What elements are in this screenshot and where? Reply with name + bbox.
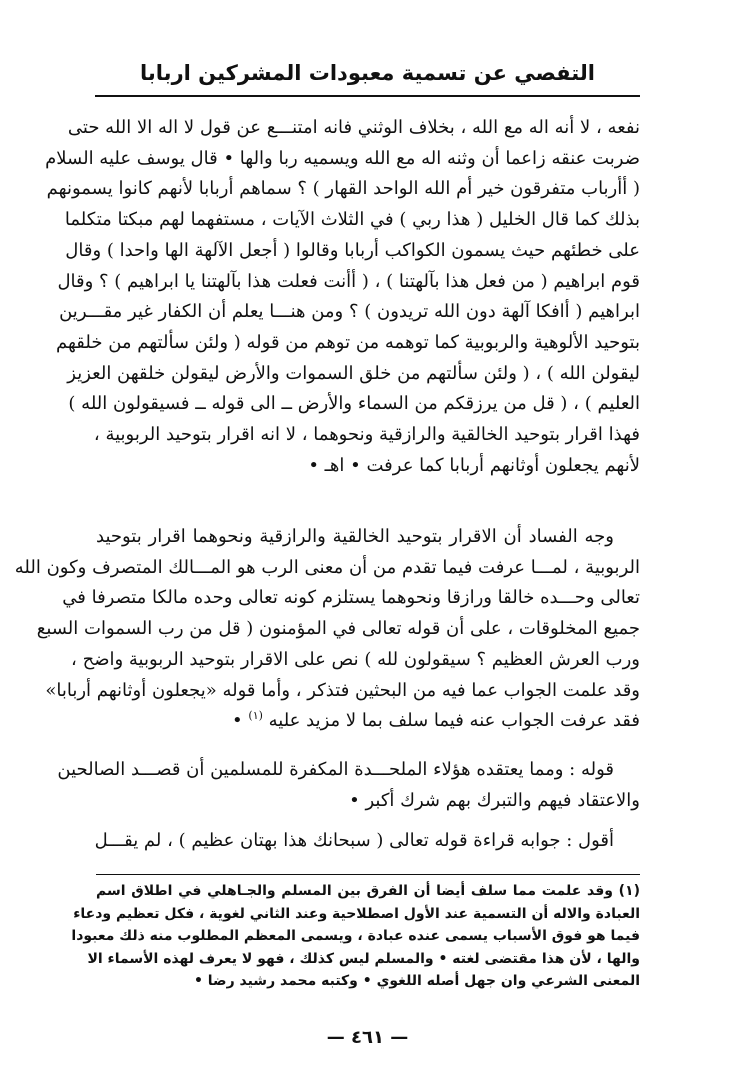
footnote-reference[interactable]: (١) <box>248 709 263 723</box>
paragraph-3 <box>57 755 640 816</box>
header-rule <box>95 95 640 97</box>
text-line: ضربت عنقه زاعما أن وثنه اله مع الله ويسميه ربا والها • قال يوسف عليه السلام <box>45 147 640 169</box>
text-line: ورب العرش العظيم ؟ سيقولون لله ) نص على الاقرار بتوحيد الربوبية واضح ، <box>71 648 640 670</box>
text-line: قوله : ومما يعتقده هؤلاء الملحـــدة المكفرة للمسلمين أن قصـــد الصالحين <box>57 759 614 780</box>
text-line-content: فقد عرفت الجواب عنه فيما سلف بما لا مزيد عليه <box>268 710 640 732</box>
text-line: وقد علمت الجواب عما فيه من البحثين فتذكر ، وأما قوله «يجعلون أوثانهم أربابا» <box>45 679 640 701</box>
text-line: ( أأرباب متفرقون خير أم الله الواحد القهار ) ؟ سماهم أربابا لأنهم كانوا يسمونهم <box>46 178 640 200</box>
text-line: لأنهم يجعلون أوثانهم أربابا كما عرفت • اهـ • <box>308 454 640 476</box>
text-line: نفعه ، لا أنه اله مع الله ، بخلاف الوثني فانه امتنـــع عن قول لا اله الا الله حتى <box>67 117 640 138</box>
text-line: وجه الفساد أن الاقرار بتوحيد الخالقية والرازقية ونحوهما اقرار بتوحيد <box>96 526 614 547</box>
paragraph-1 <box>45 113 640 481</box>
footnote-line: (١) وقد علمت مما سلف أيضا أن الفرق بين المسلم والجـاهلي في اطلاق اسم <box>96 883 640 899</box>
text-line: والاعتقاد فيهم والتبرك بهم شرك أكبر • <box>349 789 640 811</box>
paragraph-2 <box>14 522 640 737</box>
text-line: بتوحيد الألوهية والربوبية كما توهمه من توهم من قوله ( ولئن سألتهم من خلقهم <box>56 331 640 353</box>
running-header: التفصي عن تسمية معبودات المشركين اربابا <box>140 61 595 85</box>
paragraph-4 <box>96 826 640 857</box>
text-line: فهذا اقرار بتوحيد الخالقية والرازقية ونحوهما ، لا انه اقرار بتوحيد الربوبية ، <box>93 424 640 446</box>
page-number: — ٤٦١ — <box>326 1027 409 1048</box>
text-line-end: • <box>232 710 249 732</box>
footnote-line: العبادة والاله أن التسمية عند الأول اصطلاحية وعند الثاني لغوية ، فكل تعظيم ودعاء <box>73 905 640 922</box>
text-line: بذلك كما قال الخليل ( هذا ربي ) في الثلاث الآيات ، مستفهما لهم مبكتا متكلما <box>64 209 640 231</box>
footnote-line: المعنى الشرعي وان جهل أصله اللغوي • وكتبه محمد رشيد رضا • <box>193 973 640 989</box>
text-line: تعالى وحـــده خالقا ورازقا ونحوهما يستلزم كونه تعالى وحده مالكا متصرفا في <box>62 587 640 609</box>
text-line: أقول : جوابه قراءة قوله تعالى ( سبحانك هذا بهتان عظيم ) ، لم يقـــل <box>94 830 614 851</box>
text-line: على خطئهم حيث يسمون الكواكب أربابا وقالوا ( أجعل الآلهة الها واحدا ) وقال <box>65 239 640 261</box>
text-line: ابراهيم ( أافكا آلهة دون الله تريدون ) ؟ ومن هنـــا يعلم أن الكفار غير مقـــرين <box>59 301 640 323</box>
text-line: قوم ابراهيم ( من فعل هذا بآلهتنا ) ، ( أأنت فعلت هذا بآلهتنا يا ابراهيم ) ؟ وقال <box>57 270 640 292</box>
footnote-line: والها ، لأن هذا مقتضى لغته • والمسلم ليس كذلك ، فهو لا يعرف لهذه الأسماء الا <box>87 950 640 967</box>
text-line: الربوبية ، لمـــا عرفت فيما تقدم من أن معنى الرب هو المـــالك المتصرف وكون الله <box>14 556 640 578</box>
text-line: ليقولن الله ) ، ( ولئن سألتهم من خلق السموات والأرض ليقولن خلقهن العزيز <box>67 362 640 384</box>
footnote-line: فيما هو فوق الأسباب يسمى عنده عبادة ، ويسمى المعظم المطلوب منه ذلك معبودا <box>71 928 640 944</box>
text-line: العليم ) ، ( قل من يرزقكم من السماء والأرض ــ الى قوله ــ فسيقولون الله ) <box>68 393 640 415</box>
text-line <box>96 706 640 737</box>
text-line: جميع المخلوقات ، على أن قوله تعالى في المؤمنون ( قل من رب السموات السبع <box>36 618 640 640</box>
footnote <box>71 880 640 993</box>
footnote-rule <box>96 874 640 875</box>
